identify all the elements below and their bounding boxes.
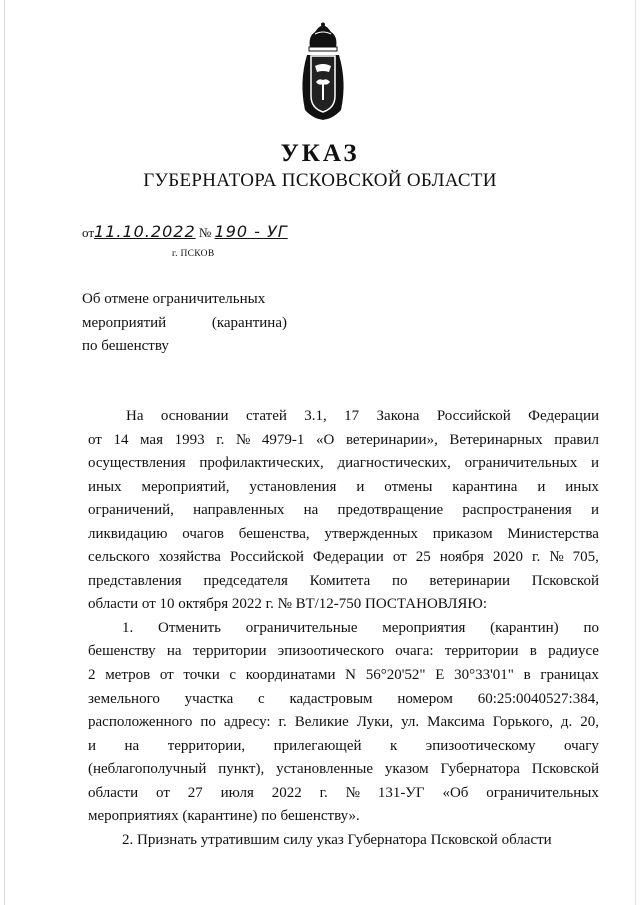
body-word: в <box>529 643 537 660</box>
body-line <box>88 664 599 688</box>
body-line <box>88 711 599 735</box>
body-word: 4979-1 <box>261 431 305 448</box>
subject-line <box>82 312 287 336</box>
body-word: и <box>590 502 599 519</box>
body-line <box>88 405 599 429</box>
body-word: 17 <box>344 408 360 424</box>
pskov-coat-of-arms-icon <box>293 22 353 122</box>
body-word: ноября <box>439 549 484 566</box>
body-word: территории <box>192 643 267 660</box>
body-word: 2 <box>88 667 96 684</box>
body-word: на <box>166 643 182 660</box>
body-word: координатами <box>245 667 336 684</box>
body-word: 20, <box>580 714 599 731</box>
body-word: по <box>583 619 599 636</box>
body-word: (неблагополучный <box>88 761 207 778</box>
body-word: 1. <box>122 619 134 636</box>
body-word: 705, <box>572 549 599 566</box>
scan-edge-right <box>635 0 636 905</box>
body-word: 1993 <box>174 431 205 448</box>
body-word: Максима <box>427 714 485 731</box>
body-word: Российской <box>229 549 304 566</box>
body-word: ограничительные <box>245 619 358 636</box>
body-word: г. <box>278 714 287 731</box>
body-word: в <box>523 667 531 684</box>
subject-line: Об отмене ограничительных <box>82 291 266 307</box>
body-line <box>88 758 599 782</box>
body-line <box>88 452 599 476</box>
body-word: Псковской <box>531 572 599 589</box>
body-word: по <box>392 572 408 589</box>
body-word: и <box>537 478 546 495</box>
body-word: эпизоотическому <box>425 737 536 754</box>
body-word: 131-УГ <box>377 784 425 801</box>
body-word: 30°33'01" <box>454 667 514 684</box>
body-word: 27 <box>187 784 203 801</box>
number-label: № <box>198 225 212 240</box>
body-word: карантина <box>452 478 518 495</box>
body-word: 3.1, <box>304 408 327 424</box>
subject-word: мероприятий <box>82 314 167 331</box>
body-word: Российской <box>436 408 511 424</box>
body-word: Псковской <box>531 761 599 778</box>
body-word: распространения <box>462 502 572 519</box>
body-word: от <box>88 431 102 448</box>
body-word: утвержденных <box>324 525 418 542</box>
body-word: области <box>88 784 139 801</box>
body-word: «Об <box>442 784 469 801</box>
city-label: г. ПСКОВ <box>172 249 215 259</box>
body-word: 56°20'52" <box>365 667 426 684</box>
body-word: на <box>303 502 319 519</box>
body-word: Горького, <box>492 714 553 731</box>
body-word: Закона <box>376 408 420 424</box>
body-word: г. <box>532 549 541 566</box>
body-word: г. <box>216 431 225 448</box>
body-word: от <box>392 549 407 566</box>
body-word: № <box>549 549 564 566</box>
body-word: от <box>159 667 174 684</box>
body-word: и <box>356 478 365 495</box>
body-word: земельного <box>88 690 160 707</box>
body-line <box>88 570 599 594</box>
body-word: и <box>590 455 599 472</box>
handwritten-date: 11.10.2022 <box>94 222 196 241</box>
body-line <box>88 688 599 712</box>
body-word: приказом <box>432 525 493 542</box>
body-word: Ветеринарных <box>449 431 543 448</box>
body-word: хозяйства <box>158 549 221 566</box>
body-word: N <box>345 667 357 684</box>
body-word: На <box>126 408 144 424</box>
body-line <box>88 523 599 547</box>
body-word: № <box>345 784 360 801</box>
body-word: Луки, <box>356 714 394 731</box>
body-word: правил <box>554 431 599 448</box>
body-word: установленные <box>276 761 373 778</box>
body-word: «О <box>316 431 335 448</box>
body-word: от <box>156 784 170 801</box>
scan-edge-left <box>4 0 5 905</box>
body-word: и <box>88 737 97 754</box>
body-word: адресу: <box>223 714 271 731</box>
body-line <box>88 476 599 500</box>
body-word: радиусе <box>548 643 599 660</box>
body-word: мая <box>140 431 163 448</box>
body-word: с <box>258 690 265 707</box>
body-word: с <box>229 667 237 684</box>
body-word: Отменить <box>158 619 222 636</box>
body-line: 2. Признать утратившим силу указ Губернатора Псковской области <box>122 831 552 848</box>
body-word: статей <box>245 408 287 424</box>
body-word: основании <box>160 408 229 424</box>
body-word: иных <box>88 478 122 495</box>
body-word: диагностических, <box>337 455 451 472</box>
body-word: E <box>435 667 445 684</box>
body-word: Губернатора <box>440 761 520 778</box>
body-word: территории, <box>167 737 246 754</box>
body-word: мероприятий, <box>141 478 230 495</box>
body-word: ограничений, <box>88 502 174 519</box>
body-line <box>88 640 599 664</box>
body-word: установления <box>249 478 337 495</box>
handwritten-number: 190 - УГ <box>214 222 288 241</box>
subject-word: (карантина) <box>211 314 287 331</box>
body-word: бешенства, <box>238 525 310 542</box>
date-prefix: от <box>82 225 95 240</box>
body-line: мероприятиях (карантине) по бешенству». <box>88 808 360 825</box>
document-body <box>88 405 599 852</box>
body-word: (карантин) <box>490 619 559 636</box>
body-line <box>88 617 599 641</box>
body-word: Великие <box>294 714 349 731</box>
body-word: территории <box>444 643 519 660</box>
body-word: точки <box>183 667 220 684</box>
body-line <box>88 429 599 453</box>
body-word: профилактических, <box>199 455 324 472</box>
body-word: 25 <box>415 549 431 566</box>
body-line <box>88 735 599 759</box>
body-word: ограничительных <box>464 455 578 472</box>
body-word: на <box>124 737 140 754</box>
body-word: очага: <box>395 643 434 660</box>
document-subject <box>82 288 287 359</box>
body-word: Федерации <box>312 549 384 566</box>
body-word: расположенного <box>88 714 193 731</box>
body-word: сельского <box>88 549 150 566</box>
body-word: 14 <box>113 431 129 448</box>
body-word: № <box>236 431 251 448</box>
subject-line: по бешенству <box>82 338 169 354</box>
body-word: иных <box>565 478 599 495</box>
body-word: Комитета <box>309 572 371 589</box>
body-word: ветеринарии <box>429 572 510 589</box>
issuer-title: ГУБЕРНАТОРА ПСКОВСКОЙ ОБЛАСТИ <box>143 170 497 191</box>
body-word: Министерства <box>507 525 599 542</box>
body-word: ул. <box>401 714 420 731</box>
body-word: предотвращение <box>337 502 444 519</box>
body-word: указом <box>384 761 429 778</box>
body-word: очагу <box>563 737 599 754</box>
body-word: очагов <box>182 525 224 542</box>
body-word: пункт), <box>218 761 265 778</box>
body-line: области от 10 октября 2022 г. № ВТ/12-750 ПОСТАНОВЛЯЮ: <box>88 596 487 613</box>
body-word: осуществления <box>88 455 186 472</box>
body-word: представления <box>88 572 182 589</box>
body-word: к <box>390 737 398 754</box>
body-line <box>88 782 599 806</box>
body-word: председателя <box>203 572 288 589</box>
body-word: 2020 <box>493 549 523 566</box>
date-number-line <box>82 222 288 241</box>
body-word: июля <box>220 784 254 801</box>
body-word: границах <box>540 667 599 684</box>
body-word: метров <box>105 667 151 684</box>
body-word: номером <box>397 690 453 707</box>
body-line <box>88 499 599 523</box>
body-word: мероприятия <box>382 619 466 636</box>
body-word: г. <box>319 784 328 801</box>
body-word: направленных <box>193 502 285 519</box>
body-word: по <box>200 714 216 731</box>
body-word: бешенству <box>88 643 156 660</box>
body-word: участка <box>184 690 234 707</box>
body-word: д. <box>560 714 573 731</box>
body-word: эпизоотического <box>277 643 385 660</box>
body-word: 2022 <box>271 784 302 801</box>
body-word: Федерации <box>528 408 599 424</box>
body-word: ветеринарии», <box>345 431 438 448</box>
body-word: 60:25:0040527:384, <box>477 690 599 707</box>
document-type-title: УКАЗ <box>280 140 360 167</box>
body-word: кадастровым <box>289 690 373 707</box>
body-line <box>88 546 599 570</box>
body-word: прилегающей <box>273 737 362 754</box>
body-word: отмены <box>384 478 433 495</box>
body-word: ограничительных <box>486 784 599 801</box>
body-word: ликвидацию <box>88 525 168 542</box>
